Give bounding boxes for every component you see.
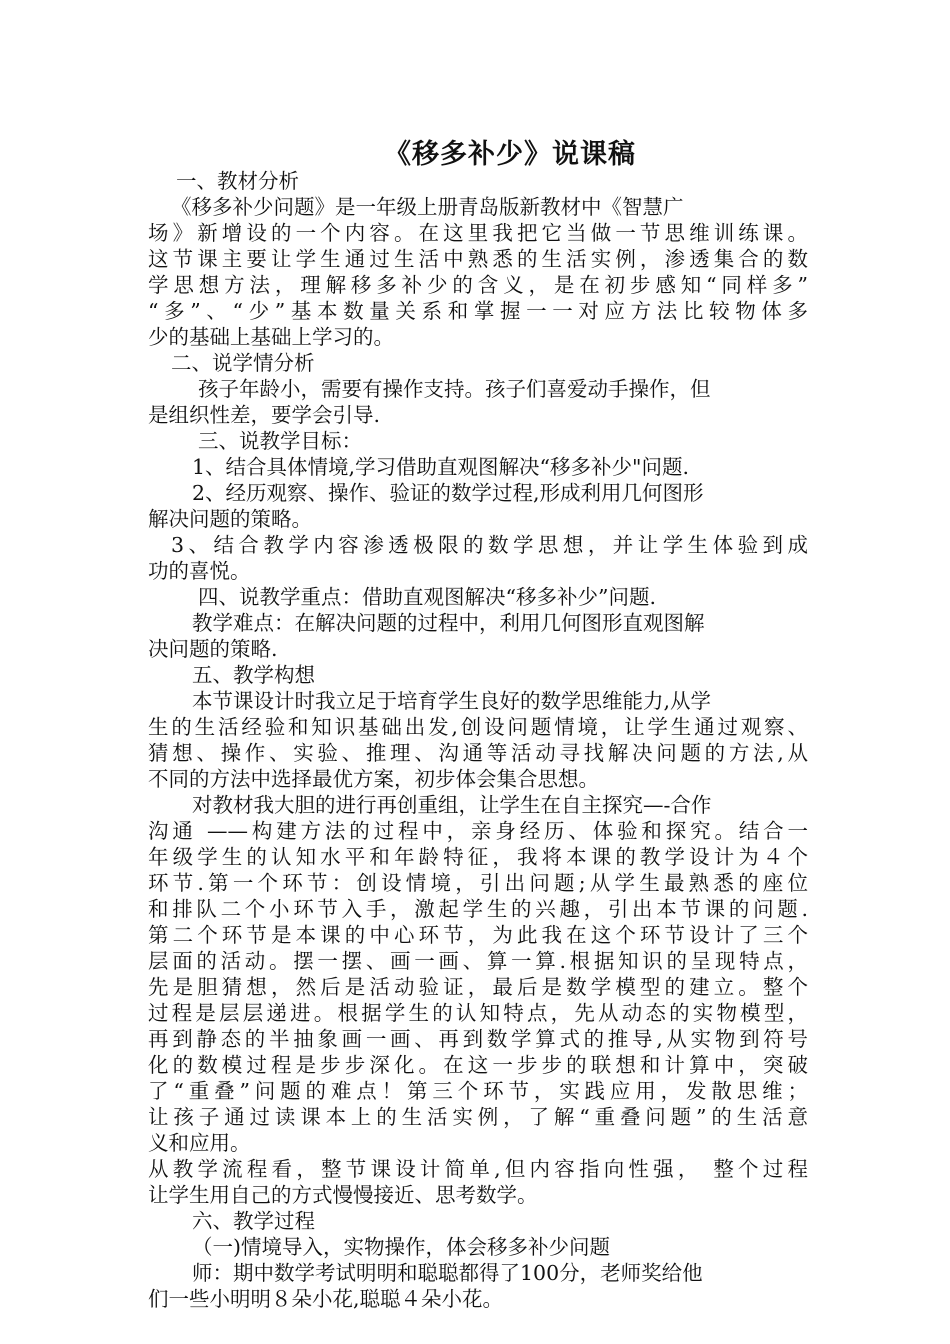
body-line: 和排队二个小环节入手，激起学生的兴趣，引出本节课的问题. [148,897,808,921]
body-line: 学思想方法，理解移多补少的含义，是在初步感知“同样多” [148,273,808,297]
body-line: 不同的方法中选择最优方案，初步体会集合思想。 [148,767,599,791]
body-line: 先是胆猜想，然后是活动验证，最后是数学模型的建立。整个 [148,975,808,999]
body-line: 二、说学情分析 [171,351,315,375]
body-line: 《移多补少问题》是一年级上册青岛版新教材中《智慧广 [171,195,684,219]
body-line: 六、教学过程 [192,1209,315,1233]
body-line: 功的喜悦。 [148,559,251,583]
body-line: 一、教材分析 [176,169,299,193]
body-line: 少的基础上基础上学习的。 [148,325,394,349]
body-line: 年级学生的认知水平和年龄特征，我将本课的教学设计为４个 [148,845,808,869]
body-line: 1、结合具体情境,学习借助直观图解决“移多补少"问题. [192,455,689,479]
body-line: 让孩子通过读课本上的生活实例，了解“重叠问题”的生活意 [148,1105,808,1129]
body-line: 场》新增设的一个内容。在这里我把它当做一节思维训练课。 [148,221,808,245]
body-line: 化的数模过程是步步深化。在这一步步的联想和计算中，突破 [148,1053,808,1077]
body-line: 2、经历观察、操作、验证的数学过程,形成利用几何图形 [192,481,704,505]
body-line: 对教材我大胆的进行再创重组，让学生在自主探究—-合作 [192,793,712,817]
body-line: 这节课主要让学生通过生活中熟悉的生活实例，渗透集合的数 [148,247,808,271]
body-line: 决问题的策略. [148,637,278,661]
body-line: 解决问题的策略。 [148,507,312,531]
body-line: 从教学流程看，整节课设计简单,但内容指向性强， 整个过程 [148,1157,808,1181]
body-line: 了“重叠”问题的难点！第三个环节，实践应用，发散思维； [148,1079,808,1103]
body-line: 孩子年龄小，需要有操作支持。孩子们喜爱动手操作，但 [198,377,711,401]
body-line: “多”、“少”基本数量关系和掌握一一对应方法比较物体多 [148,299,808,323]
body-line: 们一些小明明８朵小花,聪聪４朵小花。 [148,1287,504,1311]
body-line: 层面的活动。摆一摆、画一画、算一算.根据知识的呈现特点， [148,949,808,973]
body-line: 生的生活经验和知识基础出发,创设问题情境，让学生通过观察、 [148,715,808,739]
body-line: 沟通 ——构建方法的过程中，亲身经历、体验和探究。结合一 [148,819,808,843]
body-line: （一)情境导入，实物操作，体会移多补少问题 [192,1235,610,1259]
body-line: 教学难点：在解决问题的过程中，利用几何图形直观图解 [192,611,705,635]
body-line: 再到静态的半抽象画一画、再到数学算式的推导,从实物到符号 [148,1027,808,1051]
page-title: 《移多补少》说课稿 [384,139,636,170]
body-line: 第二个环节是本课的中心环节，为此我在这个环节设计了三个 [148,923,808,947]
body-line: 本节课设计时我立足于培育学生良好的数学思维能力,从学 [192,689,712,713]
body-line: 过程是层层递进。根据学生的认知特点，先从动态的实物模型， [148,1001,808,1025]
body-line: 三、说教学目标： [198,429,362,453]
body-line: 3、结合教学内容渗透极限的数学思想，并让学生体验到成 [171,533,808,557]
body-line: 五、教学构想 [192,663,315,687]
body-line: 猜想、操作、实验、推理、沟通等活动寻找解决问题的方法,从 [148,741,808,765]
body-line: 四、说教学重点：借助直观图解决“移多补少”问题. [198,585,656,609]
body-line: 环节.第一个环节：创设情境，引出问题;从学生最熟悉的座位 [148,871,808,895]
body-line: 是组织性差，要学会引导. [148,403,381,427]
body-line: 义和应用。 [148,1131,251,1155]
body-line: 师：期中数学考试明明和聪聪都得了100分，老师奖给他 [192,1261,703,1285]
body-line: 让学生用自己的方式慢慢接近、思考数学。 [148,1183,538,1207]
